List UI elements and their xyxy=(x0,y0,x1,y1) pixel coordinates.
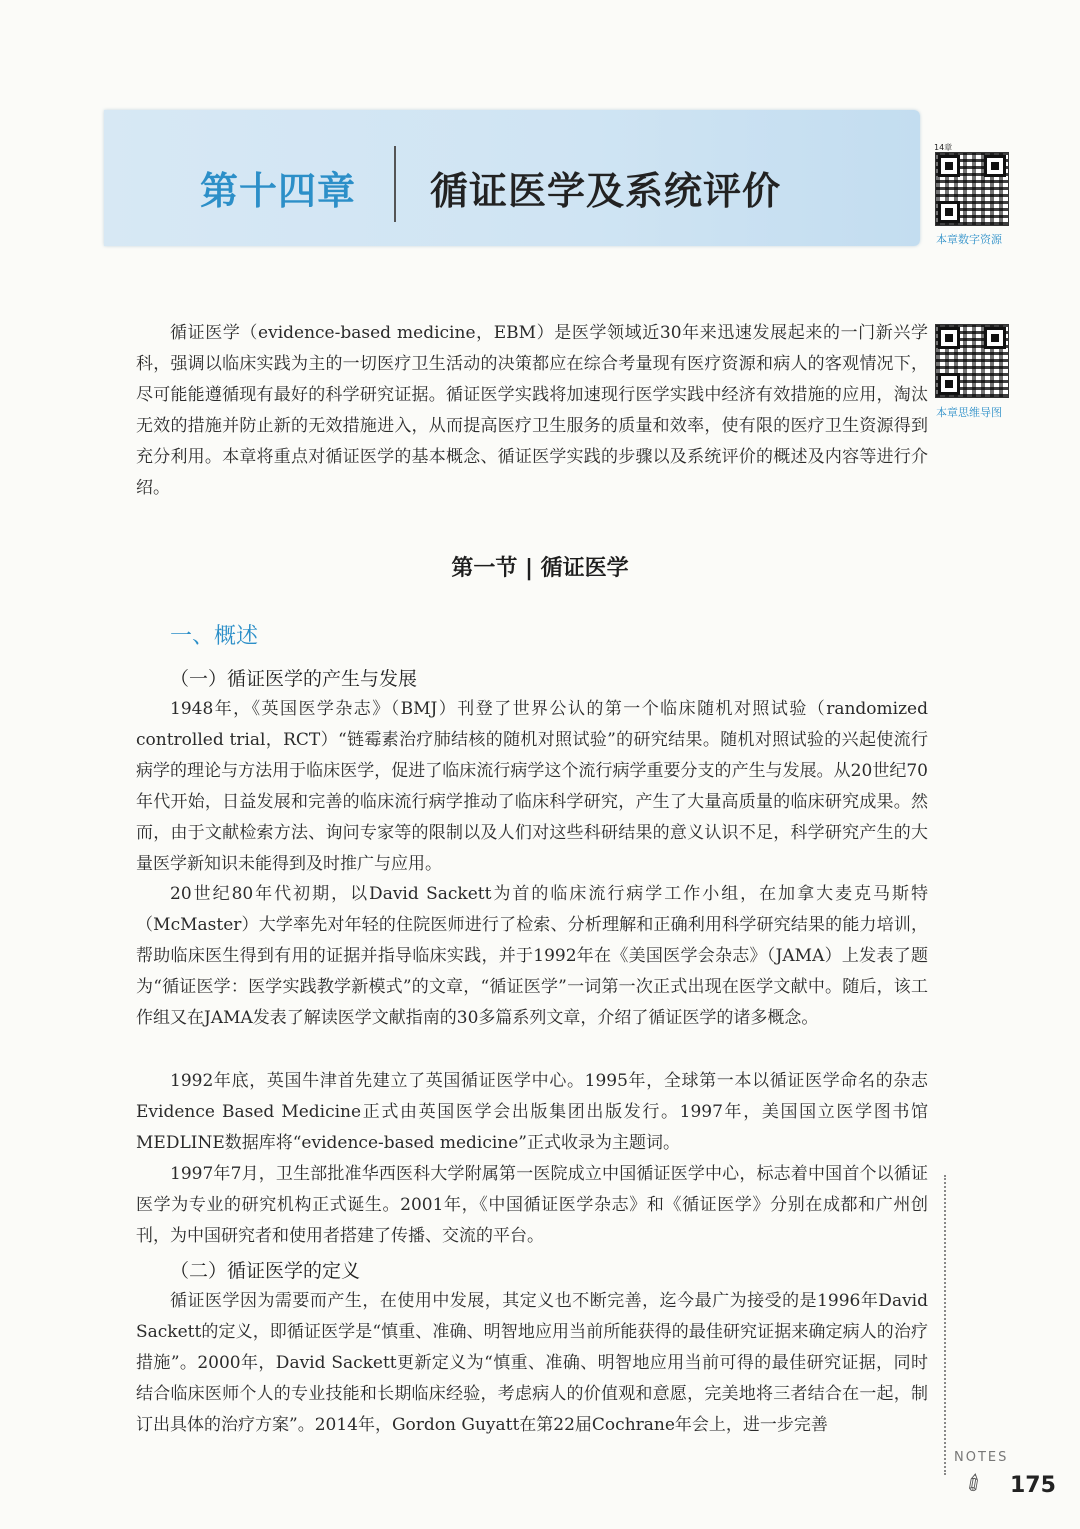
mindmap-qr-label: 本章思维导图 xyxy=(936,406,1002,419)
paragraph-1: 1948年，《英国医学杂志》（BMJ）刊登了世界公认的第一个临床随机对照试验（randomized controlled trial，RCT）“链霉素治疗肺结核的随机对照试验”的研究结果。随机对照试验的兴起使流行病学的理论与方法用于临床医学，促进了临床流行病学这个流行病学重要分支的产生与发展。从20世纪70年代开始，日益发展和完善的临床流行病学推动了临床科学研究，产生了大量高质量的临床研究成果。然而，由于文献检索方法、询问专家等的限制以及人们对这些科研结果的意义认识不足，科学研究产生的大量医学新知识未能得到及时推广与应用。 xyxy=(136,699,928,874)
resources-qr-label: 本章数字资源 xyxy=(936,233,1002,246)
chapter-title: 循证医学及系统评价 xyxy=(430,169,782,213)
resources-qr-tag: 14章 xyxy=(934,143,953,152)
paragraph-5: 循证医学因为需要而产生，在使用中发展，其定义也不断完善，迄今最广为接受的是1996年David Sackett的定义，即循证医学是“慎重、准确、明智地应用当前所能获得的最佳研究证据来确定病人的治疗措施”。2000年，David Sackett更新定义为“慎重、准确、明智地应用当前可得的最佳研究证据，同时结合临床医师个人的专业技能和长期临床经验，考虑病人的价值观和意愿，完美地将三者结合在一起，制订出具体的治疗方案”。2014年，Gordon Guyatt在第22届Cochrane年会上，进一步完善 xyxy=(136,1291,928,1435)
chapter-number: 第十四章 xyxy=(200,169,357,213)
notes-label: NOTES xyxy=(954,1450,1009,1465)
mindmap-qr-code[interactable] xyxy=(935,324,1009,398)
paragraph-2: 20世纪80年代初期，以David Sackett为首的临床流行病学工作小组，在加拿大麦克马斯特（McMaster）大学率先对年轻的住院医师进行了检索、分析理解和正确利用科学研究结果的能力培训，帮助临床医生得到有用的证据并指导临床实践，并于1992年在《美国医学会杂志》（JAMA）上发表了题为“循证医学：医学实践教学新模式”的文章，“循证医学”一词第一次正式出现在医学文献中。随后，该工作组又在JAMA发表了解读医学文献指南的30多篇系列文章，介绍了循证医学的诸多概念。 xyxy=(136,884,928,1028)
paragraph-4: 1997年7月，卫生部批准华西医科大学附属第一医院成立中国循证医学中心，标志着中国首个以循证医学为专业的研究机构正式诞生。2001年，《中国循证医学杂志》和《循证医学》分别在成都和广州创刊，为中国研究者和使用者搭建了传播、交流的平台。 xyxy=(136,1164,928,1246)
paragraph-3: 1992年底，英国牛津首先建立了英国循证医学中心。1995年，全球第一本以循证医学命名的杂志Evidence Based Medicine正式由英国医学会出版集团出版发行。1997年，美国国立医学图书馆MEDLINE数据库将“evidence-based medicine”正式收录为主题词。 xyxy=(136,1071,928,1153)
paperclip-icon: ✐ xyxy=(960,1468,990,1501)
intro-paragraph: 循证医学（evidence-based medicine，EBM）是医学领域近30年来迅速发展起来的一门新兴学科，强调以临床实践为主的一切医疗卫生活动的决策都应在综合考量现有医疗资源和病人的客观情况下，尽可能能遵循现有最好的科学研究证据。循证医学实践将加速现行医学实践中经济有效措施的应用，淘汰无效的措施并防止新的无效措施进入，从而提高医疗卫生服务的质量和效率，使有限的医疗卫生资源得到充分利用。本章将重点对循证医学的基本概念、循证医学实践的步骤以及系统评价的概述及内容等进行介绍。 xyxy=(136,323,928,498)
heading-overview: 一、概述 xyxy=(170,624,259,649)
subheading-definition: （二）循证医学的定义 xyxy=(170,1260,361,1282)
page-number: 175 xyxy=(1010,1473,1056,1498)
section-title: 第一节 | 循证医学 xyxy=(451,556,629,581)
notes-margin-line xyxy=(944,1175,946,1475)
chapter-divider xyxy=(394,146,396,222)
resources-qr-code[interactable] xyxy=(935,152,1009,226)
subheading-origin: （一）循证医学的产生与发展 xyxy=(170,668,418,690)
